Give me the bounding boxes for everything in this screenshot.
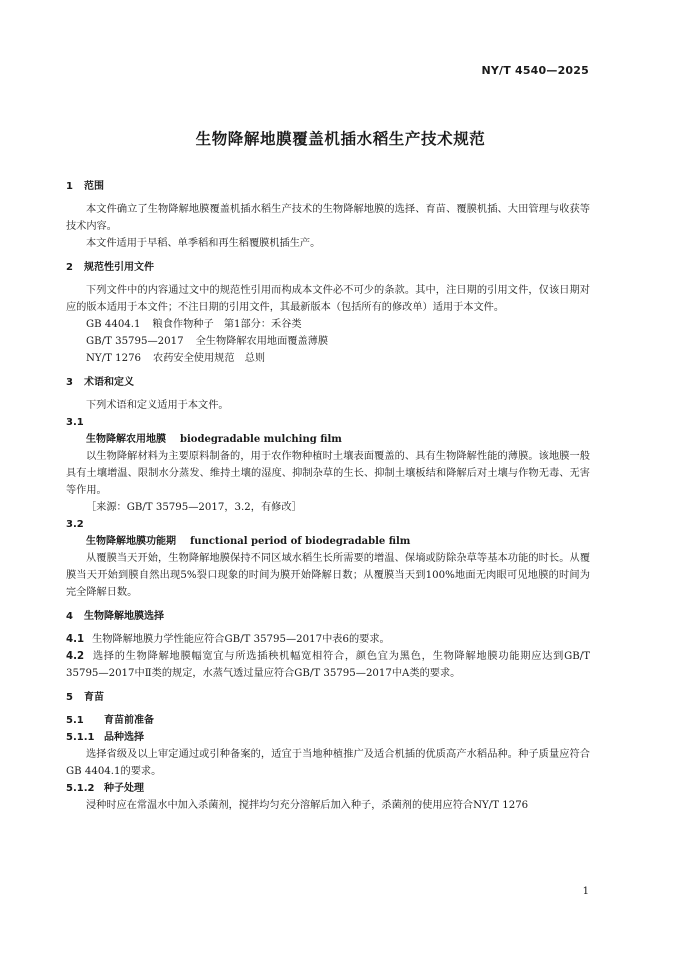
section-number: 1 [66,181,73,192]
clause-text: 生物降解地膜力学性能应符合GB/T 35795—2017中表6的要求。 [92,634,390,645]
term-number: 3.1 [66,417,84,428]
reference-name: 农药安全使用规范 总则 [153,353,266,364]
subsection-heading [66,780,590,797]
standard-code: NY/T 4540—2025 [481,64,589,77]
paragraph: 本文件确立了生物降解地膜覆盖机插水稻生产技术的生物降解地膜的选择、育苗、覆膜机插、大田管理与收获等技术内容。 [66,204,590,232]
paragraph: 下列文件中的内容通过文中的规范性引用而构成本文件必不可少的条款。其中，注日期的引用文件，仅该日期对应的版本适用于本文件；不注日期的引用文件，其最新版本（包括所有的修改单）适用于本文件。 [66,285,590,313]
section-title: 育苗 [84,692,104,703]
section-title: 术语和定义 [84,377,134,388]
section-number: 3 [66,377,73,388]
page-number: 1 [582,886,589,897]
subsection-title: 品种选择 [104,732,144,743]
reference-code: NY/T 1276 [86,353,142,364]
term-name-cn: 生物降解地膜功能期 [86,536,176,547]
reference-item [66,333,590,350]
term-name-cn: 生物降解农用地膜 [86,434,166,445]
term-definition: 以生物降解材料为主要原料制备的，用于农作物种植时土壤表面覆盖的、具有生物降解性能的薄膜。该地膜一般具有土壤增温、限制水分蒸发、维持土壤的湿度、抑制杂草的生长、抑制土壤板结和降解后对土壤与作物无毒、无害等作用。 [66,451,590,496]
reference-name: 全生物降解农用地面覆盖薄膜 [195,336,329,347]
subsection-title: 种子处理 [104,783,144,794]
clause [66,648,590,682]
term-name [66,533,590,550]
term-number: 3.2 [66,519,84,530]
clause-number: 4.2 [66,651,85,662]
section-heading-scope [66,180,590,194]
section-number: 2 [66,262,73,273]
section-heading-seedling [66,691,590,705]
section-heading-film-selection [66,610,590,624]
reference-code: GB 4404.1 [86,319,141,330]
section-number: 4 [66,611,73,622]
reference-name: 粮食作物种子 第1部分：禾谷类 [152,319,302,330]
document-title: 生物降解地膜覆盖机插水稻生产技术规范 [195,130,486,148]
term-name-en: functional period of biodegradable film [190,536,411,547]
document-body [66,180,590,814]
subsection-title: 育苗前准备 [104,715,154,726]
section-heading-terms [66,376,590,390]
reference-item [66,350,590,367]
term-name-en: biodegradable mulching film [180,434,342,445]
subsection-heading [66,729,590,746]
clause-number: 4.1 [66,634,85,645]
clause [66,631,590,648]
subsection-heading [66,712,590,729]
section-title: 生物降解地膜选择 [84,611,164,622]
reference-code: GB/T 35795—2017 [86,336,184,347]
term-name [66,431,590,448]
term-definition: 从覆膜当天开始，生物降解地膜保持不同区域水稻生长所需要的增温、保墒或防除杂草等基本功能的时长。从覆膜当天开始到膜自然出现5%裂口现象的时间为膜开始降解日数；从覆膜当天到100%地面无肉眼可见地膜的时间为完全降解日数。 [66,553,590,598]
section-title: 规范性引用文件 [84,262,154,273]
reference-item [66,316,590,333]
section-number: 5 [66,692,73,703]
clause-text: 选择的生物降解地膜幅宽宜与所选插秧机幅宽相符合，颜色宜为黑色，生物降解地膜功能期应达到GB/T 35795—2017中Ⅱ类的规定，水蒸气透过量应符合GB/T 35795—2017中A类的要求。 [66,651,590,679]
paragraph: 本文件适用于早稻、单季稻和再生稻覆膜机插生产。 [86,238,321,249]
section-title: 范围 [84,181,104,192]
subsection-number: 5.1.2 [66,783,95,794]
section-heading-normative-references [66,261,590,275]
paragraph: 选择省级及以上审定通过或引种备案的，适宜于当地种植推广及适合机插的优质高产水稻品种。种子质量应符合GB 4404.1的要求。 [66,749,590,777]
term-source: ［来源：GB/T 35795—2017，3.2，有修改］ [86,502,302,513]
subsection-number: 5.1.1 [66,732,95,743]
paragraph: 下列术语和定义适用于本文件。 [86,400,229,411]
paragraph: 浸种时应在常温水中加入杀菌剂，搅拌均匀充分溶解后加入种子，杀菌剂的使用应符合NY/T 1276 [86,800,529,811]
subsection-number: 5.1 [66,715,84,726]
